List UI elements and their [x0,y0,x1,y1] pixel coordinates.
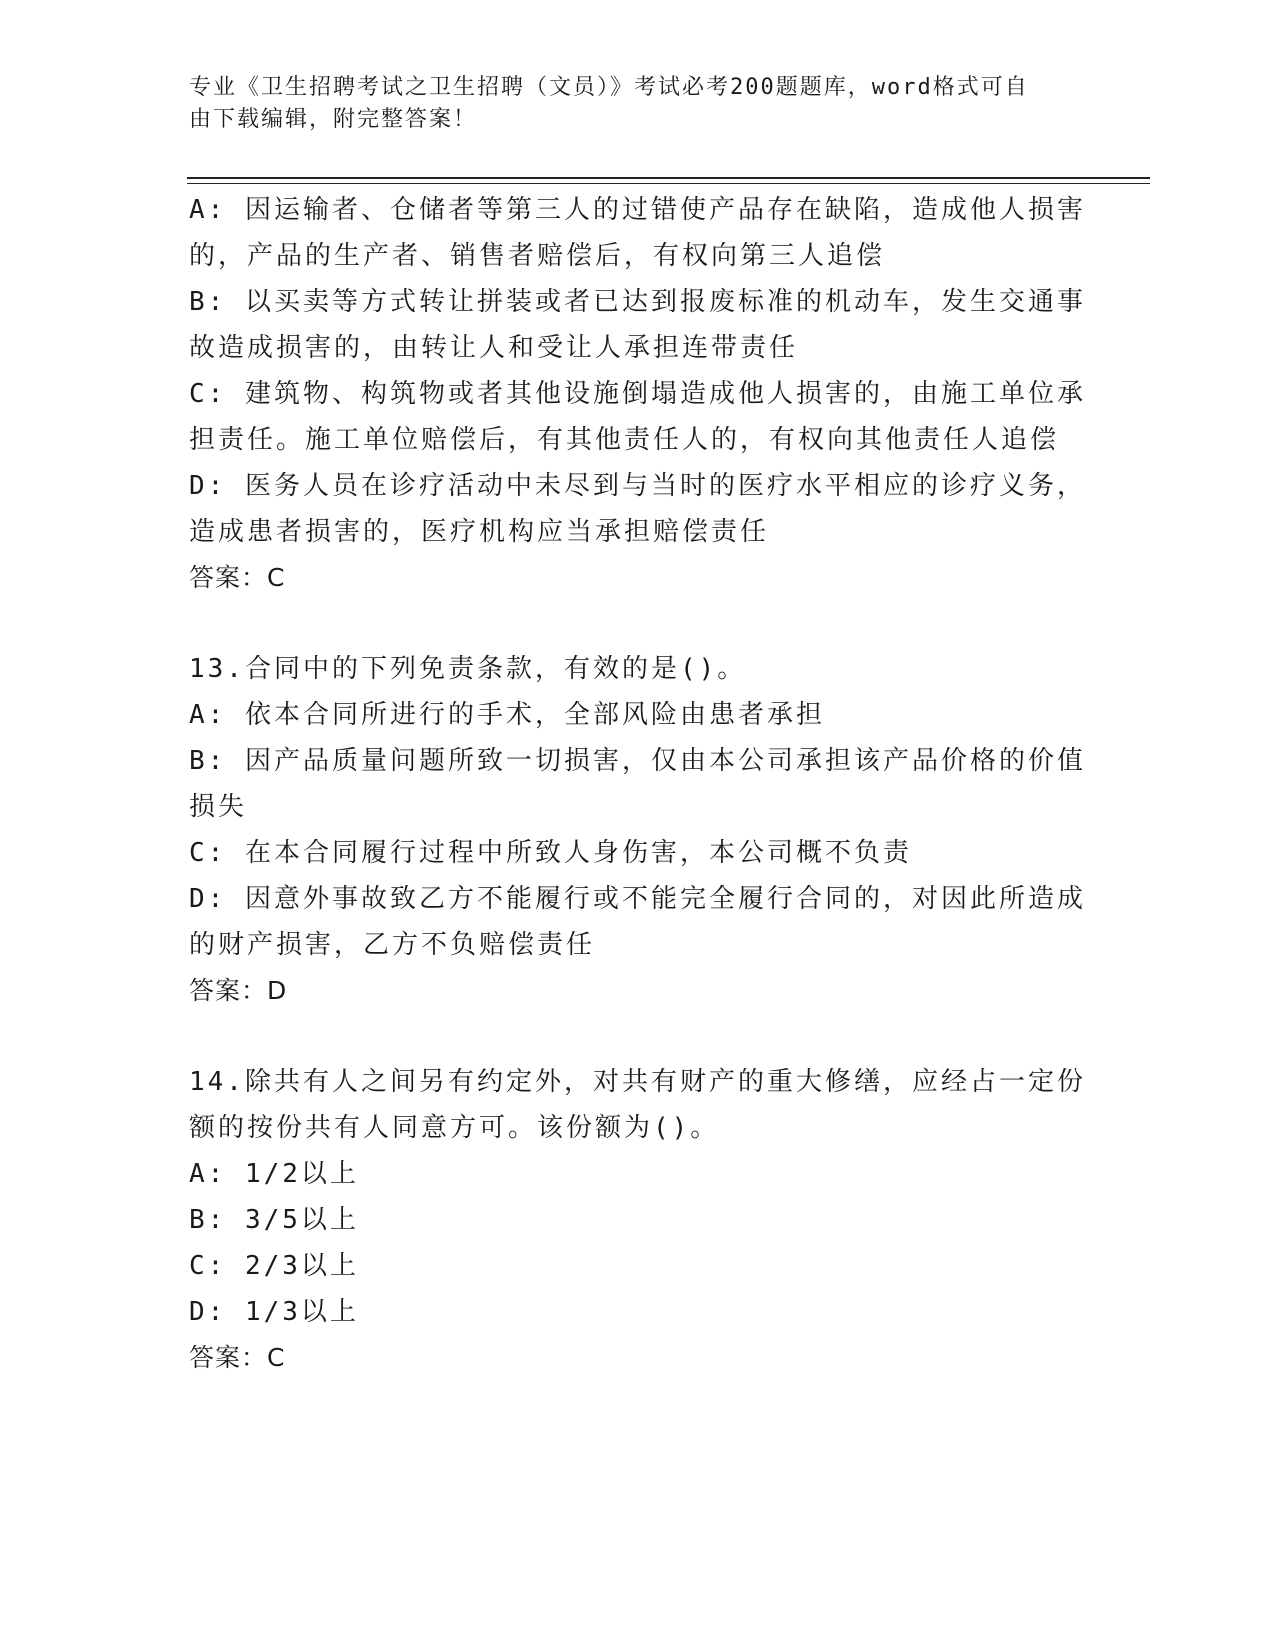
option-a-line-2: 的，产品的生产者、销售者赔偿后，有权向第三人追偿 [189,241,886,271]
option-d-line-1: D: 医务人员在诊疗活动中未尽到与当时的医疗水平相应的诊疗义务， [189,471,1086,501]
header-line-2: 由下载编辑，附完整答案！ [189,107,478,132]
header-rule-thin [187,183,1150,184]
option-b-line-1: B: 因产品质量问题所致一切损害，仅由本公司承担该产品价格的价值 [189,746,1086,776]
option-c-line-1: C: 建筑物、构筑物或者其他设施倒塌造成他人损害的，由施工单位承 [189,379,1086,409]
question-spacer [189,1014,1079,1059]
header-line-1: 专业《卫生招聘考试之卫生招聘（文员）》考试必考200题题库，word格式可自 [189,75,1029,100]
header-rule-thick [187,177,1150,179]
option-d-line-2: 的财产损害，乙方不负赔偿责任 [189,930,596,960]
option-b-line-2: 损失 [189,792,248,822]
option-c-line-2: 担责任。施工单位赔偿后，有其他责任人的，有权向其他责任人追偿 [189,425,1060,455]
answer-line: 答案：C [189,1343,286,1372]
option-b-line-1: B: 以买卖等方式转让拼装或者已达到报废标准的机动车，发生交通事 [189,287,1086,317]
question-12 [189,187,1086,601]
option-d-line-1: D: 因意外事故致乙方不能履行或不能完全履行合同的，对因此所造成 [189,884,1086,914]
option-c-line-1: C: 在本合同履行过程中所致人身伤害，本公司概不负责 [189,838,912,868]
option-c-line-1: C: 2/3以上 [189,1251,359,1281]
question-14 [189,1059,1086,1381]
question-stem-line-1: 13.合同中的下列免责条款，有效的是()。 [189,654,747,684]
document-header [189,72,1069,136]
option-b-line-1: B: 3/5以上 [189,1205,359,1235]
option-a-line-1: A: 1/2以上 [189,1159,359,1189]
question-stem-line-2: 额的按份共有人同意方可。该份额为()。 [189,1113,720,1143]
option-d-line-1: D: 1/3以上 [189,1297,359,1327]
option-d-line-2: 造成患者损害的，医疗机构应当承担赔偿责任 [189,517,770,547]
option-a-line-1: A: 因运输者、仓储者等第三人的过错使产品存在缺陷，造成他人损害 [189,195,1086,225]
option-a-line-1: A: 依本合同所进行的手术，全部风险由患者承担 [189,700,825,730]
question-list [189,187,1086,1381]
question-spacer [189,601,1079,646]
question-13 [189,646,1086,1014]
answer-line: 答案：D [189,976,288,1005]
answer-line: 答案：C [189,563,286,592]
option-b-line-2: 故造成损害的，由转让人和受让人承担连带责任 [189,333,799,363]
question-stem-line-1: 14.除共有人之间另有约定外，对共有财产的重大修缮，应经占一定份 [189,1067,1086,1097]
